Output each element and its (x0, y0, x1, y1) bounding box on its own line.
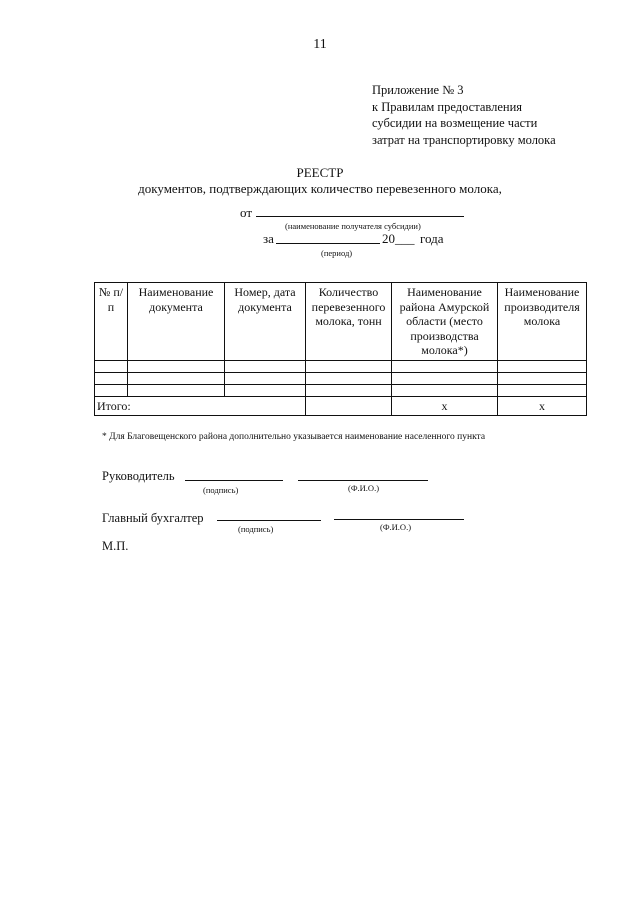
total-label: Итого: (95, 396, 306, 416)
header-district-name: Наименование района Амурской области (место производства молока*) (392, 283, 498, 361)
appendix-line-2: к Правилам предоставления (372, 99, 523, 114)
register-table (94, 282, 587, 416)
total-district-mark: х (392, 396, 498, 416)
total-quantity (306, 396, 392, 416)
recipient-caption: (наименование получателя субсидии) (285, 221, 421, 231)
table-header-row (95, 283, 587, 361)
accountant-name-line (334, 519, 464, 520)
stamp-place: М.П. (102, 539, 129, 553)
head-name-caption: (Ф.И.О.) (348, 483, 380, 493)
period-line (276, 243, 380, 244)
header-milk-quantity: Количество перевезенного молока, тонн (306, 283, 392, 361)
accountant-signature-caption: (подпись) (238, 524, 274, 534)
head-signature-line (185, 480, 283, 481)
appendix-block (372, 82, 556, 148)
header-producer-name: Наименование производителя молока (498, 283, 587, 361)
appendix-line-1: Приложение № 3 (372, 83, 464, 97)
header-document-number-date: Номер, дата документа (225, 283, 306, 361)
header-number: № п/п (95, 283, 128, 361)
appendix-line-4: затрат на транспортировку молока (372, 132, 556, 147)
table-row (95, 372, 587, 384)
accountant-signature-line (217, 520, 321, 521)
document-subtitle: документов, подтверждающих количество перевезенного молока, (138, 181, 502, 196)
total-producer-mark: х (498, 396, 587, 416)
head-label: Руководитель (102, 469, 175, 483)
table-total-row (95, 396, 587, 416)
accountant-name-caption: (Ф.И.О.) (380, 522, 412, 532)
appendix-line-3: субсидии на возмещение части (372, 116, 538, 130)
footnote: * Для Благовещенского района дополнительно указывается наименование населенного пункта (102, 432, 486, 442)
document-title: РЕЕСТР (296, 165, 344, 180)
head-signature-caption: (подпись) (203, 485, 239, 495)
recipient-name-line (256, 216, 464, 217)
table-row (95, 360, 587, 372)
period-prefix: за (263, 231, 274, 246)
table-row (95, 384, 587, 396)
head-name-line (298, 480, 428, 481)
accountant-label: Главный бухгалтер (102, 511, 204, 525)
from-prefix: от (240, 205, 253, 220)
header-document-name: Наименование документа (128, 283, 225, 361)
period-suffix: года (420, 231, 444, 246)
period-year: 20___ (382, 231, 415, 246)
period-caption: (период) (321, 248, 353, 258)
page-number: 11 (313, 37, 327, 52)
